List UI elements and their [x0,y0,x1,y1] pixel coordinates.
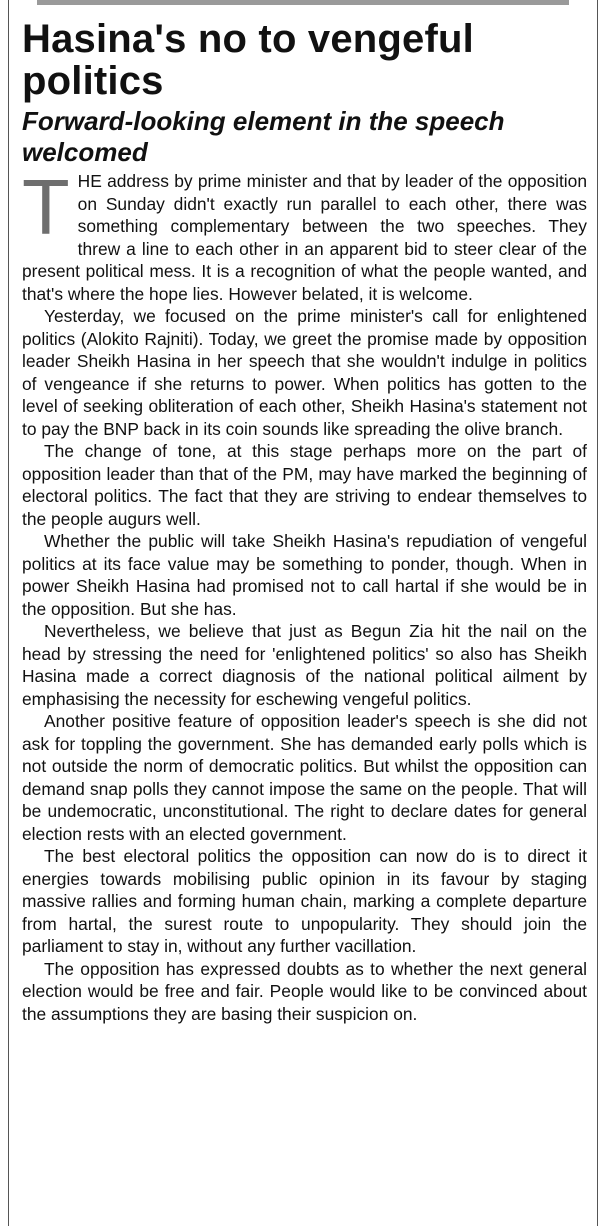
paragraph-4: Whether the public will take Sheikh Hasina's repudiation of vengeful politics at its face value may be something to ponder, though. When in power Sheikh Hasina had promised not to call hartal if she would be in the opposition. But she has. [22,531,587,619]
article-body [22,163,587,1025]
subheadline: Forward-looking element in the speech welcomed [22,106,505,167]
paragraph-6: Another positive feature of opposition leader's speech is she did not ask for toppling the government. She has demanded early polls which is not outside the norm of democratic politics. But whilst the opposition can demand snap polls they cannot impose the same on the people. That will be undemocratic, unconstitutional. The right to declare dates for general election rests with an elected government. [22,711,587,844]
paragraph-1 [22,163,587,305]
paragraph-3: The change of tone, at this stage perhaps more on the part of opposition leader than that of the PM, may have marked the beginning of electoral politics. The fact that they are striving to endear themselves to the people augurs well. [22,441,587,529]
drop-cap: T [22,163,70,251]
top-rule [37,0,569,5]
headline: Hasina's no to vengeful politics [22,17,474,103]
paragraph-5: Nevertheless, we believe that just as Begun Zia hit the nail on the head by stressing the need for 'enlightened politics' so also has Sheikh Hasina made a correct diagnosis of the national political ailment by emphasising the necessity for eschewing vengeful politics. [22,621,587,709]
newspaper-column [8,0,598,1226]
paragraph-2: Yesterday, we focused on the prime minister's call for enlightened politics (Alokito Rajniti). Today, we greet the promise made by opposition leader Sheikh Hasina in her speech that she wouldn't indulge in politics of vengeance if she returns to power. When politics has gotten to the level of seeking obliteration of each other, Sheikh Hasina's statement not to pay the BNP back in its coin sounds like spreading the olive branch. [22,306,587,439]
paragraph-1-text: HE address by prime minister and that by leader of the opposition on Sunday didn't exactly run parallel to each other, there was something complementary between the two speeches. They threw a line to each other in an apparent bid to steer clear of the present political mess. It is a recognition of what the people wanted, and that's where the hope lies. However belated, it is welcome. [22,171,587,304]
paragraph-8: The opposition has expressed doubts as to whether the next general election would be free and fair. People would like to be convinced about the assumptions they are basing their suspicion on. [22,958,587,1024]
paragraph-7: The best electoral politics the opposition can now do is to direct it energies towards mobilising public opinion in its favour by staging massive rallies and forming human chain, marking a complete departure from hartal, the surest route to unpopularity. They should join the parliament to stay in, without any further vacillation. [22,846,587,956]
